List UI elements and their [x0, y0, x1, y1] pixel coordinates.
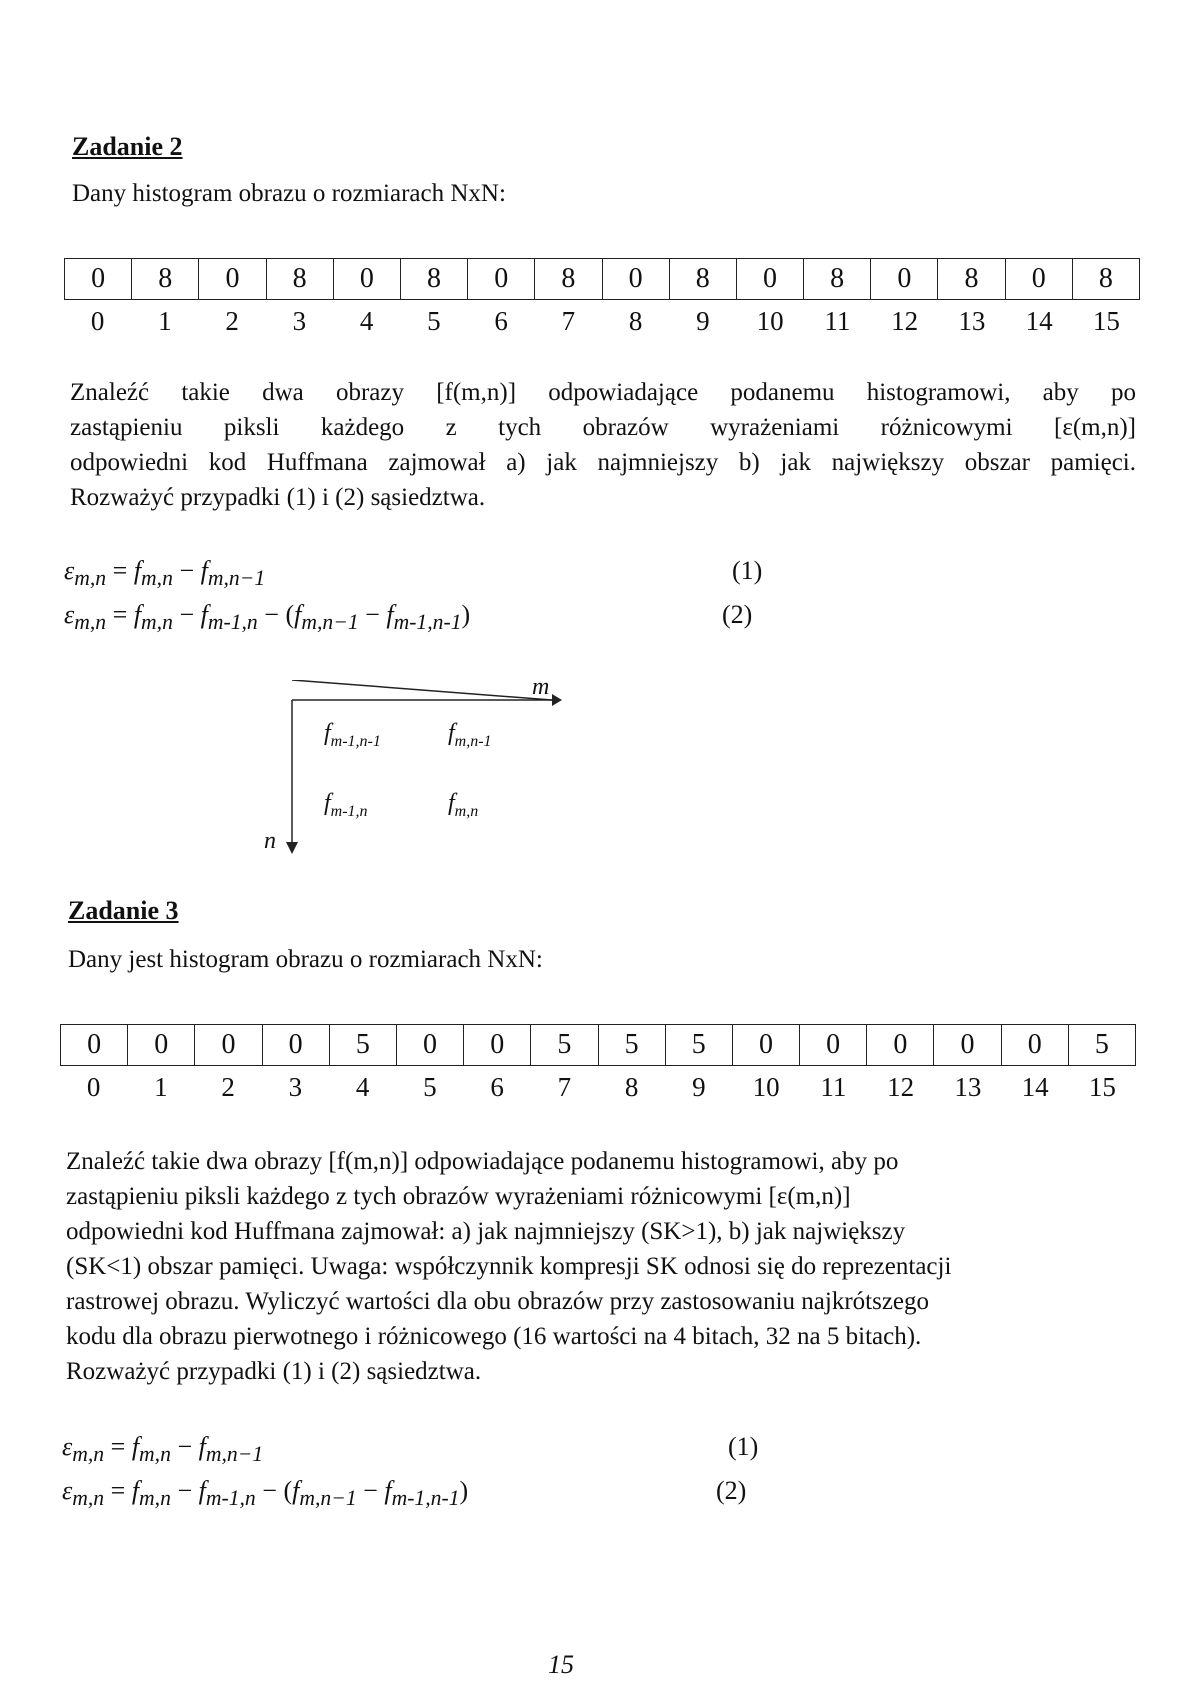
- task2-histogram-index: 15: [1092, 306, 1120, 336]
- task3-histogram-index: 8: [624, 1072, 639, 1102]
- task2-histogram-index: 9: [696, 306, 710, 336]
- task3-histogram-index: 11: [820, 1072, 847, 1102]
- task3-para-line: Znaleźć takie dwa obrazy [f(m,n)] odpowiadające podanemu histogramowi, aby po: [66, 1148, 899, 1175]
- task2-histogram-cell: 0: [65, 259, 132, 300]
- page-number: 15: [548, 1650, 574, 1679]
- task2-histogram-cell: 8: [938, 259, 1005, 300]
- task2-histogram-cell: 0: [333, 259, 400, 300]
- task2-histogram-cell: 0: [871, 259, 938, 300]
- task3-para-line: (SK<1) obszar pamięci. Uwaga: współczynnik kompresji SK odnosi się do reprezentacji: [66, 1253, 952, 1280]
- task2-histogram-index: 0: [90, 306, 105, 336]
- task3-histogram-table: [60, 1024, 1136, 1066]
- task3-para-line: zastąpieniu piksli każdego z tych obrazów wyrażeniami różnicowymi [ε(m,n)]: [66, 1183, 851, 1210]
- task2-eq2-text: $\varepsilon_{m,n} = f_{m,n} - f_{m-1,n} - (f_{m,n-1} - f_{m-1,n-1})$: [64, 600, 471, 635]
- task2-histogram-index: 13: [958, 306, 986, 336]
- task2-para-line: zastąpieniu piksli każdego z tych obrazów wyrażeniami różnicowymi [ε(m,n)]: [70, 414, 1136, 441]
- m-axis-arrow-icon: [552, 694, 562, 706]
- cell-f-m-n: $f_{m,n}$: [448, 790, 479, 820]
- task3-histogram-cell: 0: [195, 1025, 262, 1066]
- m-axis-line: [292, 680, 552, 700]
- task3-histogram-cell: 0: [262, 1025, 329, 1066]
- task2-histogram-cell: 0: [602, 259, 669, 300]
- task2-histogram-cell: 0: [468, 259, 535, 300]
- task2-histogram-index: 1: [158, 306, 172, 336]
- task2-histogram-index: 4: [359, 306, 374, 336]
- task2-histogram-index: 11: [824, 306, 851, 336]
- task3-histogram-cell: 5: [329, 1025, 396, 1066]
- task3-equation-1-number: (1): [728, 1432, 759, 1461]
- task3-eq1-text: $\varepsilon_{m,n} = f_{m,n} - f_{m,n-1}$: [62, 1432, 264, 1467]
- task3-equation-2-number: (2): [716, 1476, 747, 1505]
- task3-histogram-cell: 0: [396, 1025, 463, 1066]
- task3-para-line: rastrowej obrazu. Wyliczyć wartości dla obu obrazów przy zastosowaniu najkrótszego: [66, 1288, 930, 1315]
- task2-intro: Dany histogram obrazu o rozmiarach NxN:: [72, 180, 506, 207]
- task2-histogram-index: 3: [292, 306, 307, 336]
- task2-histogram-table: [64, 258, 1140, 300]
- task2-histogram-cell: 8: [669, 259, 736, 300]
- task3-histogram-index: 1: [154, 1072, 168, 1102]
- task2-para-line: Rozważyć przypadki (1) i (2) sąsiedztwa.: [70, 484, 486, 511]
- task2-histogram-cell: 8: [400, 259, 467, 300]
- task3-para-line: Rozważyć przypadki (1) i (2) sąsiedztwa.: [66, 1358, 482, 1385]
- task2-para-line: Znaleźć takie dwa obrazy [f(m,n)] odpowiadające podanemu histogramowi, aby po: [70, 379, 1136, 406]
- task2-histogram-cell: 8: [1072, 259, 1139, 300]
- task3-histogram-index: 13: [954, 1072, 982, 1102]
- task3-histogram-index: 5: [423, 1072, 437, 1102]
- task3-histogram-index: 2: [221, 1072, 235, 1102]
- task2-histogram-cell: 8: [132, 259, 199, 300]
- task2-histogram-index: 2: [225, 306, 239, 336]
- task2-histogram-cell: 0: [199, 259, 266, 300]
- axis-m-label: m: [532, 674, 550, 700]
- task3-histogram-index: 9: [692, 1072, 706, 1102]
- task2-histogram-cell: 0: [1005, 259, 1072, 300]
- task2-eq1-text: $\varepsilon_{m,n} = f_{m,n} - f_{m,n-1}$: [64, 556, 266, 591]
- task3-histogram-cell: 0: [867, 1025, 934, 1066]
- task3-histogram-cell: 0: [800, 1025, 867, 1066]
- task2-histogram-index: 7: [561, 306, 576, 336]
- task3-histogram-cell: 5: [1068, 1025, 1135, 1066]
- task3-histogram-cell: 0: [732, 1025, 799, 1066]
- task3-eq2-text: $\varepsilon_{m,n} = f_{m,n} - f_{m-1,n} - (f_{m,n-1} - f_{m-1,n-1})$: [62, 1476, 469, 1511]
- task2-histogram-indices: [64, 306, 1140, 340]
- task2-histogram-index: 12: [891, 306, 919, 336]
- axis-n-label: n: [264, 828, 276, 854]
- task3-histogram-index: 12: [887, 1072, 915, 1102]
- task3-histogram-cell: 5: [665, 1025, 732, 1066]
- task2-histogram-cell: 8: [535, 259, 602, 300]
- task2-equation-2-number: (2): [722, 600, 753, 629]
- cell-f-m-1-n-1: $f_{m-1,n-1}$: [324, 720, 381, 750]
- task2-histogram-cell: 8: [804, 259, 871, 300]
- task2-histogram-index: 5: [427, 306, 441, 336]
- task3-histogram-cell: 0: [128, 1025, 195, 1066]
- task2-paragraph: [70, 375, 1136, 515]
- task2-equation-2: [64, 600, 470, 635]
- task3-histogram-index: 6: [490, 1072, 504, 1102]
- task3-histogram-cell: 0: [1001, 1025, 1068, 1066]
- task2-para-line: odpowiedni kod Huffmana zajmował a) jak najmniejszy b) jak największy obszar pamięci.: [70, 449, 1136, 476]
- task3-histogram-cell: 5: [531, 1025, 598, 1066]
- task3-intro: Dany jest histogram obrazu o rozmiarach NxN:: [68, 946, 543, 973]
- task3-histogram-cell: 0: [61, 1025, 128, 1066]
- task3-histogram-cell: 5: [598, 1025, 665, 1066]
- task3-para-line: odpowiedni kod Huffmana zajmował: a) jak najmniejszy (SK>1), b) jak największy: [66, 1218, 906, 1245]
- task3-paragraph: [66, 1144, 1136, 1389]
- task3-histogram-indices: [60, 1072, 1136, 1106]
- task3-histogram-index: 14: [1021, 1072, 1049, 1102]
- task3-histogram-cell: 0: [464, 1025, 531, 1066]
- task2-equation-1: [64, 556, 265, 591]
- task3-histogram-index: 3: [288, 1072, 303, 1102]
- n-axis-arrow-icon: [286, 842, 298, 854]
- neighbourhood-diagram: [262, 674, 582, 860]
- task3-histogram-index: 4: [355, 1072, 370, 1102]
- task2-heading: Zadanie 2: [72, 132, 183, 161]
- task3-histogram-cell: 0: [934, 1025, 1001, 1066]
- task2-histogram-cell: 8: [266, 259, 333, 300]
- task3-histogram-index: 0: [86, 1072, 101, 1102]
- task2-histogram-index: 10: [756, 306, 784, 336]
- task3-para-line: kodu dla obrazu pierwotnego i różnicowego (16 wartości na 4 bitach, 32 na 5 bitach).: [66, 1323, 922, 1350]
- task2-histogram-index: 8: [628, 306, 643, 336]
- task3-equation-2: [62, 1476, 468, 1511]
- task2-histogram-index: 6: [494, 306, 508, 336]
- task3-histogram-index: 7: [557, 1072, 572, 1102]
- diagram-axes: [262, 680, 582, 860]
- task3-histogram-index: 10: [752, 1072, 780, 1102]
- task3-equation-1: [62, 1432, 263, 1467]
- task2-histogram-index: 14: [1025, 306, 1053, 336]
- task2-histogram-cell: 0: [736, 259, 803, 300]
- task3-histogram-index: 15: [1088, 1072, 1116, 1102]
- cell-f-m-n-1: $f_{m,n-1}$: [448, 720, 492, 750]
- task3-heading: Zadanie 3: [68, 896, 179, 925]
- cell-f-m-1-n: $f_{m-1,n}$: [324, 790, 368, 820]
- task2-equation-1-number: (1): [732, 556, 763, 585]
